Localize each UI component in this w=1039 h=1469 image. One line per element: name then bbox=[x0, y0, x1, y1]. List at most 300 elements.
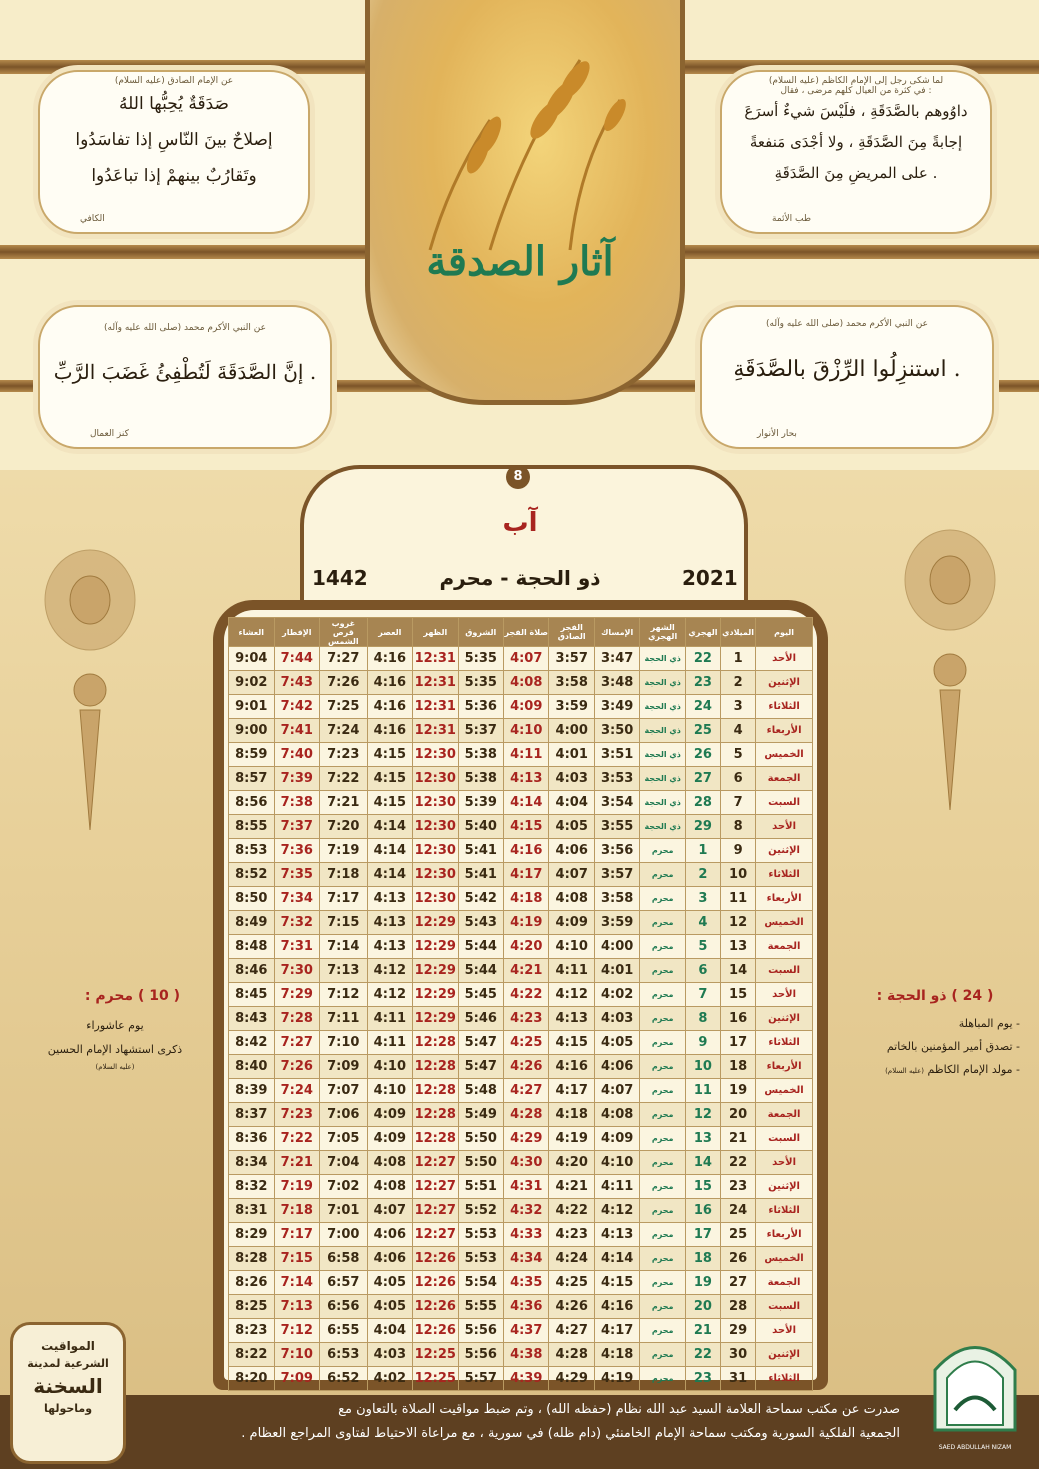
sunset-cell: 6:57 bbox=[320, 1271, 368, 1295]
fajr-prayer-cell: 4:38 bbox=[504, 1343, 549, 1367]
day-cell: الجمعة bbox=[756, 1271, 813, 1295]
sunset-cell: 7:09 bbox=[320, 1055, 368, 1079]
sunset-cell: 7:01 bbox=[320, 1199, 368, 1223]
iftar-cell: 7:12 bbox=[274, 1319, 319, 1343]
fajr-prayer-cell: 4:11 bbox=[504, 743, 549, 767]
sunrise-cell: 5:50 bbox=[458, 1151, 503, 1175]
isha-cell: 9:04 bbox=[229, 647, 275, 671]
isha-cell: 8:39 bbox=[229, 1079, 275, 1103]
quote-source: في كثرة من العيال كلهم مرضى ، فقال : bbox=[780, 86, 932, 96]
table-row bbox=[229, 1031, 813, 1055]
quote-text bbox=[722, 96, 990, 189]
asr-cell: 4:11 bbox=[367, 1007, 412, 1031]
iftar-cell: 7:15 bbox=[274, 1247, 319, 1271]
iftar-cell: 7:37 bbox=[274, 815, 319, 839]
imsak-cell: 3:57 bbox=[594, 863, 639, 887]
gregorian-cell: 11 bbox=[721, 887, 756, 911]
hijri-day-cell: 23 bbox=[685, 671, 720, 695]
prayer-times-table bbox=[228, 617, 813, 1391]
gregorian-cell: 15 bbox=[721, 983, 756, 1007]
imsak-cell: 3:47 bbox=[594, 647, 639, 671]
dhuhr-cell: 12:30 bbox=[413, 863, 458, 887]
hijri-day-cell: 17 bbox=[685, 1223, 720, 1247]
gregorian-cell: 3 bbox=[721, 695, 756, 719]
sunset-cell: 7:10 bbox=[320, 1031, 368, 1055]
note-suffix: (عليه السلام) bbox=[95, 1063, 135, 1071]
sunrise-cell: 5:38 bbox=[458, 743, 503, 767]
hijri-day-cell: 1 bbox=[685, 839, 720, 863]
table-row bbox=[229, 791, 813, 815]
fajr-cell: 4:10 bbox=[549, 935, 594, 959]
asr-cell: 4:16 bbox=[367, 671, 412, 695]
table-row bbox=[229, 863, 813, 887]
imsak-cell: 3:50 bbox=[594, 719, 639, 743]
fajr-prayer-cell: 4:19 bbox=[504, 911, 549, 935]
day-cell: الثلاثاء bbox=[756, 1031, 813, 1055]
table-row bbox=[229, 815, 813, 839]
hijri-day-cell: 24 bbox=[685, 695, 720, 719]
asr-cell: 4:14 bbox=[367, 815, 412, 839]
sunrise-cell: 5:49 bbox=[458, 1103, 503, 1127]
sunset-cell: 7:25 bbox=[320, 695, 368, 719]
sunset-cell: 7:14 bbox=[320, 935, 368, 959]
hijri-month-cell: محرم bbox=[640, 1007, 685, 1031]
dhuhr-cell: 12:30 bbox=[413, 791, 458, 815]
hijri-month-cell: محرم bbox=[640, 1271, 685, 1295]
isha-cell: 8:31 bbox=[229, 1199, 275, 1223]
day-cell: الخميس bbox=[756, 743, 813, 767]
quote-ref: بحار الأنوار bbox=[757, 429, 797, 439]
sunrise-cell: 5:54 bbox=[458, 1271, 503, 1295]
wheat-image bbox=[370, 0, 680, 260]
iftar-cell: 7:27 bbox=[274, 1031, 319, 1055]
hijri-day-cell: 9 bbox=[685, 1031, 720, 1055]
fajr-cell: 4:21 bbox=[549, 1175, 594, 1199]
gregorian-cell: 21 bbox=[721, 1127, 756, 1151]
isha-cell: 8:42 bbox=[229, 1031, 275, 1055]
day-cell: الأحد bbox=[756, 815, 813, 839]
month-name: آب bbox=[502, 508, 538, 538]
sunset-cell: 6:53 bbox=[320, 1343, 368, 1367]
city-badge bbox=[10, 1322, 126, 1464]
table-row bbox=[229, 839, 813, 863]
fajr-cell: 4:04 bbox=[549, 791, 594, 815]
sunset-cell: 7:20 bbox=[320, 815, 368, 839]
gregorian-cell: 13 bbox=[721, 935, 756, 959]
gregorian-year: 2021 bbox=[682, 566, 738, 590]
fajr-cell: 4:29 bbox=[549, 1367, 594, 1391]
hijri-month-cell: ذي الحجة bbox=[640, 767, 685, 791]
sunset-cell: 7:00 bbox=[320, 1223, 368, 1247]
fajr-prayer-cell: 4:09 bbox=[504, 695, 549, 719]
asr-cell: 4:12 bbox=[367, 959, 412, 983]
dhuhr-cell: 12:28 bbox=[413, 1127, 458, 1151]
sunrise-cell: 5:35 bbox=[458, 671, 503, 695]
day-cell: الأربعاء bbox=[756, 1055, 813, 1079]
fajr-cell: 4:20 bbox=[549, 1151, 594, 1175]
sunrise-cell: 5:47 bbox=[458, 1055, 503, 1079]
hijri-month-cell: محرم bbox=[640, 911, 685, 935]
hijri-month-cell: ذي الحجة bbox=[640, 671, 685, 695]
dhuhr-cell: 12:28 bbox=[413, 1079, 458, 1103]
imsak-cell: 4:16 bbox=[594, 1295, 639, 1319]
dhuhr-cell: 12:27 bbox=[413, 1175, 458, 1199]
fajr-cell: 3:59 bbox=[549, 695, 594, 719]
imsak-cell: 4:19 bbox=[594, 1367, 639, 1391]
isha-cell: 8:32 bbox=[229, 1175, 275, 1199]
gregorian-cell: 14 bbox=[721, 959, 756, 983]
column-header: العصر bbox=[367, 618, 412, 647]
month-number-badge: 8 bbox=[506, 465, 530, 489]
fajr-prayer-cell: 4:10 bbox=[504, 719, 549, 743]
fajr-prayer-cell: 4:25 bbox=[504, 1031, 549, 1055]
isha-cell: 8:45 bbox=[229, 983, 275, 1007]
day-cell: الجمعة bbox=[756, 1103, 813, 1127]
note-heading: ( 24 ) ذو الحجة : bbox=[876, 988, 994, 1004]
column-header: اليوم bbox=[756, 618, 813, 647]
note-item: - تصدق أمير المؤمنين بالخاتم bbox=[886, 1040, 1020, 1053]
hijri-month-cell: محرم bbox=[640, 1103, 685, 1127]
quote-bottom-left bbox=[38, 305, 332, 449]
month-card bbox=[300, 465, 748, 619]
fajr-prayer-cell: 4:23 bbox=[504, 1007, 549, 1031]
fajr-cell: 4:00 bbox=[549, 719, 594, 743]
gregorian-cell: 10 bbox=[721, 863, 756, 887]
fajr-prayer-cell: 4:28 bbox=[504, 1103, 549, 1127]
sunrise-cell: 5:41 bbox=[458, 839, 503, 863]
fajr-cell: 3:57 bbox=[549, 647, 594, 671]
fajr-prayer-cell: 4:30 bbox=[504, 1151, 549, 1175]
note-dhul-hijjah bbox=[840, 988, 1030, 1083]
fajr-cell: 4:16 bbox=[549, 1055, 594, 1079]
badge-city: السخنة bbox=[33, 1374, 103, 1398]
day-cell: الثلاثاء bbox=[756, 1199, 813, 1223]
iftar-cell: 7:34 bbox=[274, 887, 319, 911]
imsak-cell: 4:15 bbox=[594, 1271, 639, 1295]
imsak-cell: 3:54 bbox=[594, 791, 639, 815]
sunset-cell: 7:27 bbox=[320, 647, 368, 671]
sunset-cell: 7:11 bbox=[320, 1007, 368, 1031]
fajr-prayer-cell: 4:31 bbox=[504, 1175, 549, 1199]
imsak-cell: 4:02 bbox=[594, 983, 639, 1007]
asr-cell: 4:03 bbox=[367, 1343, 412, 1367]
sunset-cell: 7:12 bbox=[320, 983, 368, 1007]
isha-cell: 8:34 bbox=[229, 1151, 275, 1175]
sunrise-cell: 5:45 bbox=[458, 983, 503, 1007]
fajr-cell: 4:15 bbox=[549, 1031, 594, 1055]
hijri-day-cell: 4 bbox=[685, 911, 720, 935]
asr-cell: 4:16 bbox=[367, 719, 412, 743]
hijri-month-cell: ذي الحجة bbox=[640, 791, 685, 815]
iftar-cell: 7:10 bbox=[274, 1343, 319, 1367]
hijri-month-cell: محرم bbox=[640, 863, 685, 887]
quote-line: إصلاحٌ بينَ النّاسِ إذا تفاسَدُوا bbox=[75, 130, 273, 150]
hijri-day-cell: 10 bbox=[685, 1055, 720, 1079]
imsak-cell: 4:05 bbox=[594, 1031, 639, 1055]
table-row bbox=[229, 743, 813, 767]
dhuhr-cell: 12:30 bbox=[413, 767, 458, 791]
iftar-cell: 7:18 bbox=[274, 1199, 319, 1223]
quote-line: إجابةً مِنَ الصَّدَقَةِ ، ولا أجْدَى مَنفعةً bbox=[749, 133, 963, 151]
dhuhr-cell: 12:29 bbox=[413, 935, 458, 959]
hijri-day-cell: 19 bbox=[685, 1271, 720, 1295]
isha-cell: 8:40 bbox=[229, 1055, 275, 1079]
fajr-cell: 4:24 bbox=[549, 1247, 594, 1271]
iftar-cell: 7:23 bbox=[274, 1103, 319, 1127]
fajr-prayer-cell: 4:07 bbox=[504, 647, 549, 671]
day-cell: الجمعة bbox=[756, 935, 813, 959]
ornament-right bbox=[895, 510, 1005, 810]
hijri-day-cell: 3 bbox=[685, 887, 720, 911]
asr-cell: 4:14 bbox=[367, 863, 412, 887]
sunrise-cell: 5:40 bbox=[458, 815, 503, 839]
asr-cell: 4:04 bbox=[367, 1319, 412, 1343]
dhuhr-cell: 12:30 bbox=[413, 887, 458, 911]
isha-cell: 8:22 bbox=[229, 1343, 275, 1367]
dhuhr-cell: 12:29 bbox=[413, 911, 458, 935]
sunrise-cell: 5:51 bbox=[458, 1175, 503, 1199]
isha-cell: 8:56 bbox=[229, 791, 275, 815]
gregorian-cell: 29 bbox=[721, 1319, 756, 1343]
asr-cell: 4:08 bbox=[367, 1151, 412, 1175]
iftar-cell: 7:21 bbox=[274, 1151, 319, 1175]
isha-cell: 9:02 bbox=[229, 671, 275, 695]
fajr-prayer-cell: 4:32 bbox=[504, 1199, 549, 1223]
sunrise-cell: 5:41 bbox=[458, 863, 503, 887]
fajr-cell: 4:05 bbox=[549, 815, 594, 839]
asr-cell: 4:05 bbox=[367, 1271, 412, 1295]
hijri-day-cell: 20 bbox=[685, 1295, 720, 1319]
imsak-cell: 4:17 bbox=[594, 1319, 639, 1343]
sunset-cell: 7:06 bbox=[320, 1103, 368, 1127]
column-header: الإفطار bbox=[274, 618, 319, 647]
page-title: آثار الصدقة bbox=[426, 238, 614, 285]
fajr-prayer-cell: 4:20 bbox=[504, 935, 549, 959]
sunset-cell: 7:07 bbox=[320, 1079, 368, 1103]
isha-cell: 8:20 bbox=[229, 1367, 275, 1391]
fajr-prayer-cell: 4:35 bbox=[504, 1271, 549, 1295]
hijri-month-cell: محرم bbox=[640, 959, 685, 983]
day-cell: الأربعاء bbox=[756, 1223, 813, 1247]
day-cell: الثلاثاء bbox=[756, 1367, 813, 1391]
isha-cell: 8:57 bbox=[229, 767, 275, 791]
fajr-prayer-cell: 4:21 bbox=[504, 959, 549, 983]
dhuhr-cell: 12:29 bbox=[413, 983, 458, 1007]
hijri-month-cell: ذي الحجة bbox=[640, 647, 685, 671]
gregorian-cell: 25 bbox=[721, 1223, 756, 1247]
table-row bbox=[229, 767, 813, 791]
badge-line: الشرعية لمدينة bbox=[27, 1357, 109, 1370]
sunrise-cell: 5:48 bbox=[458, 1079, 503, 1103]
sunset-cell: 6:52 bbox=[320, 1367, 368, 1391]
sunset-cell: 6:58 bbox=[320, 1247, 368, 1271]
logo bbox=[925, 1330, 1025, 1450]
fajr-prayer-cell: 4:14 bbox=[504, 791, 549, 815]
asr-cell: 4:09 bbox=[367, 1127, 412, 1151]
fajr-cell: 4:28 bbox=[549, 1343, 594, 1367]
quote-text: إنَّ الصَّدَقَةَ لَتُطْفِئُ غَضَبَ الرَّبِّ . bbox=[53, 360, 317, 384]
sunset-cell: 7:19 bbox=[320, 839, 368, 863]
table-row bbox=[229, 1319, 813, 1343]
gregorian-cell: 28 bbox=[721, 1295, 756, 1319]
hijri-day-cell: 5 bbox=[685, 935, 720, 959]
isha-cell: 8:52 bbox=[229, 863, 275, 887]
sunset-cell: 7:23 bbox=[320, 743, 368, 767]
dhuhr-cell: 12:29 bbox=[413, 959, 458, 983]
table-row bbox=[229, 1175, 813, 1199]
asr-cell: 4:16 bbox=[367, 695, 412, 719]
gregorian-cell: 6 bbox=[721, 767, 756, 791]
day-cell: الإثنين bbox=[756, 671, 813, 695]
fajr-cell: 4:23 bbox=[549, 1223, 594, 1247]
asr-cell: 4:16 bbox=[367, 647, 412, 671]
dhuhr-cell: 12:26 bbox=[413, 1271, 458, 1295]
asr-cell: 4:15 bbox=[367, 791, 412, 815]
fajr-cell: 4:11 bbox=[549, 959, 594, 983]
sunrise-cell: 5:35 bbox=[458, 647, 503, 671]
column-header: الهجري bbox=[685, 618, 720, 647]
isha-cell: 8:49 bbox=[229, 911, 275, 935]
isha-cell: 8:36 bbox=[229, 1127, 275, 1151]
note-item: - يوم المباهلة bbox=[958, 1017, 1020, 1030]
badge-line: وماحولها bbox=[43, 1402, 93, 1415]
imsak-cell: 3:59 bbox=[594, 911, 639, 935]
imsak-cell: 4:03 bbox=[594, 1007, 639, 1031]
iftar-cell: 7:39 bbox=[274, 767, 319, 791]
sunrise-cell: 5:43 bbox=[458, 911, 503, 935]
table-row bbox=[229, 1343, 813, 1367]
sunrise-cell: 5:55 bbox=[458, 1295, 503, 1319]
asr-cell: 4:14 bbox=[367, 839, 412, 863]
hijri-day-cell: 8 bbox=[685, 1007, 720, 1031]
iftar-cell: 7:13 bbox=[274, 1295, 319, 1319]
table-row bbox=[229, 959, 813, 983]
asr-cell: 4:02 bbox=[367, 1367, 412, 1391]
day-cell: السبت bbox=[756, 791, 813, 815]
imsak-cell: 3:49 bbox=[594, 695, 639, 719]
sunset-cell: 7:17 bbox=[320, 887, 368, 911]
sunrise-cell: 5:42 bbox=[458, 887, 503, 911]
isha-cell: 8:48 bbox=[229, 935, 275, 959]
hijri-day-cell: 22 bbox=[685, 1343, 720, 1367]
day-cell: الأحد bbox=[756, 983, 813, 1007]
sunrise-cell: 5:53 bbox=[458, 1247, 503, 1271]
day-cell: الأحد bbox=[756, 1319, 813, 1343]
hijri-day-cell: 12 bbox=[685, 1103, 720, 1127]
quote-source: عن النبي الأكرم محمد (صلى الله عليه وآله) bbox=[766, 319, 928, 329]
table-row bbox=[229, 887, 813, 911]
table-row bbox=[229, 647, 813, 671]
day-cell: الإثنين bbox=[756, 1343, 813, 1367]
sunset-cell: 7:05 bbox=[320, 1127, 368, 1151]
table-row bbox=[229, 935, 813, 959]
quote-line: داوُوهم بالصَّدَقَةِ ، فلَيْسَ شيءٌ أسرَعَ bbox=[744, 102, 968, 120]
fajr-cell: 4:06 bbox=[549, 839, 594, 863]
note-item: يوم عاشوراء bbox=[86, 1019, 144, 1032]
quote-text: استنزِلُوا الرِّزْقَ بالصَّدَقَةِ . bbox=[733, 357, 961, 382]
fajr-prayer-cell: 4:26 bbox=[504, 1055, 549, 1079]
sunrise-cell: 5:47 bbox=[458, 1031, 503, 1055]
isha-cell: 8:46 bbox=[229, 959, 275, 983]
asr-cell: 4:08 bbox=[367, 1175, 412, 1199]
hijri-month-cell: ذي الحجة bbox=[640, 695, 685, 719]
imsak-cell: 4:10 bbox=[594, 1151, 639, 1175]
sunset-cell: 6:56 bbox=[320, 1295, 368, 1319]
quote-text bbox=[40, 86, 308, 194]
footer-text bbox=[180, 1398, 900, 1446]
asr-cell: 4:15 bbox=[367, 743, 412, 767]
hijri-month-cell: محرم bbox=[640, 1199, 685, 1223]
dhuhr-cell: 12:27 bbox=[413, 1223, 458, 1247]
note-muharram bbox=[20, 988, 210, 1072]
fajr-prayer-cell: 4:18 bbox=[504, 887, 549, 911]
dhuhr-cell: 12:25 bbox=[413, 1343, 458, 1367]
iftar-cell: 7:22 bbox=[274, 1127, 319, 1151]
logo-emblem bbox=[925, 1330, 1025, 1440]
isha-cell: 8:50 bbox=[229, 887, 275, 911]
fajr-cell: 4:08 bbox=[549, 887, 594, 911]
fajr-prayer-cell: 4:13 bbox=[504, 767, 549, 791]
dhuhr-cell: 12:31 bbox=[413, 671, 458, 695]
sunrise-cell: 5:56 bbox=[458, 1343, 503, 1367]
fajr-cell: 3:58 bbox=[549, 671, 594, 695]
logo-caption: SAED ABDULLAH NIZAM bbox=[938, 1444, 1012, 1451]
imsak-cell: 4:08 bbox=[594, 1103, 639, 1127]
dhuhr-cell: 12:25 bbox=[413, 1367, 458, 1391]
gregorian-cell: 17 bbox=[721, 1031, 756, 1055]
isha-cell: 8:29 bbox=[229, 1223, 275, 1247]
gregorian-cell: 20 bbox=[721, 1103, 756, 1127]
dhuhr-cell: 12:27 bbox=[413, 1151, 458, 1175]
isha-cell: 8:37 bbox=[229, 1103, 275, 1127]
day-cell: الأربعاء bbox=[756, 887, 813, 911]
hijri-month-cell: محرم bbox=[640, 1295, 685, 1319]
column-header: غروب قرص الشمس bbox=[320, 618, 368, 647]
table-row bbox=[229, 719, 813, 743]
hijri-day-cell: 25 bbox=[685, 719, 720, 743]
imsak-cell: 4:09 bbox=[594, 1127, 639, 1151]
gregorian-cell: 18 bbox=[721, 1055, 756, 1079]
iftar-cell: 7:43 bbox=[274, 671, 319, 695]
iftar-cell: 7:09 bbox=[274, 1367, 319, 1391]
note-item: - مولد الإمام الكاظم bbox=[927, 1063, 1020, 1076]
dhuhr-cell: 12:31 bbox=[413, 719, 458, 743]
quote-source: لما شكى رجل إلى الإمام الكاظم (عليه السلام) bbox=[768, 76, 944, 86]
day-cell: السبت bbox=[756, 959, 813, 983]
iftar-cell: 7:36 bbox=[274, 839, 319, 863]
imsak-cell: 4:18 bbox=[594, 1343, 639, 1367]
hijri-day-cell: 22 bbox=[685, 647, 720, 671]
table-row bbox=[229, 1199, 813, 1223]
hijri-month-cell: محرم bbox=[640, 1055, 685, 1079]
asr-cell: 4:10 bbox=[367, 1079, 412, 1103]
imsak-cell: 4:14 bbox=[594, 1247, 639, 1271]
hijri-day-cell: 11 bbox=[685, 1079, 720, 1103]
fajr-prayer-cell: 4:27 bbox=[504, 1079, 549, 1103]
hijri-month-cell: ذي الحجة bbox=[640, 743, 685, 767]
fajr-prayer-cell: 4:17 bbox=[504, 863, 549, 887]
fajr-prayer-cell: 4:08 bbox=[504, 671, 549, 695]
day-cell: الأحد bbox=[756, 1151, 813, 1175]
imsak-cell: 4:01 bbox=[594, 959, 639, 983]
iftar-cell: 7:32 bbox=[274, 911, 319, 935]
asr-cell: 4:05 bbox=[367, 1295, 412, 1319]
gregorian-cell: 22 bbox=[721, 1151, 756, 1175]
day-cell: السبت bbox=[756, 1295, 813, 1319]
hijri-day-cell: 13 bbox=[685, 1127, 720, 1151]
day-cell: الإثنين bbox=[756, 839, 813, 863]
fajr-prayer-cell: 4:15 bbox=[504, 815, 549, 839]
